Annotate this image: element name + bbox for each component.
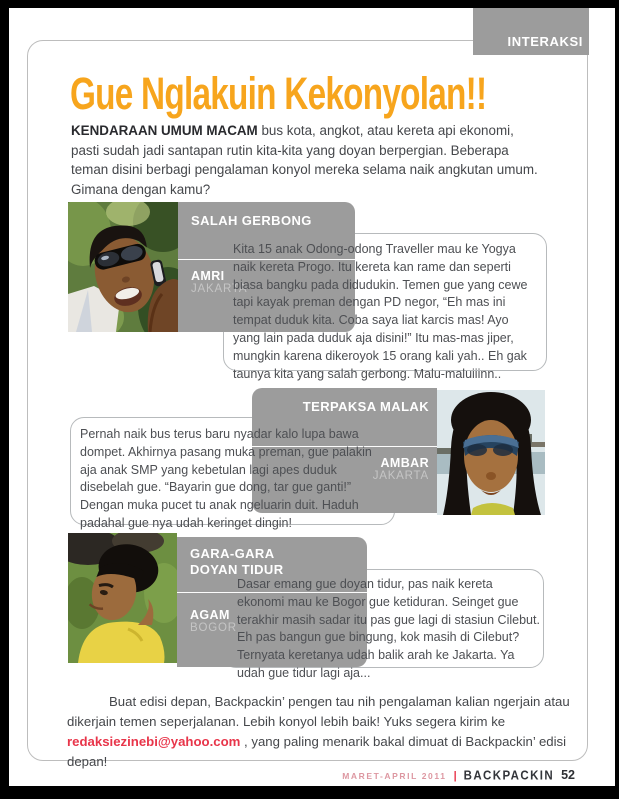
contributor-city: BOGOR: [190, 622, 237, 634]
issue-date: MARET-APRIL 2011: [342, 771, 447, 781]
contributor-city: JAKARTA: [191, 283, 248, 295]
agam-story-text: Dasar emang gue doyan tidur, pas naik kereta ekonomi mau ke Bogor gue ketiduran. Seinget gue terakhir masih sadar itu pas gue lagi di stasiun Cilebut. Eh pas bangun gue bingung, kok masih di Cilebut? Ternyata keretanya udah balik arah ke Jakarta. Ya udah gue tidur lagi aja...: [237, 577, 540, 680]
page-title: Gue Nglakuin Kekonyolan!!: [70, 68, 487, 119]
magazine-brand: BACKPACKIN: [463, 769, 555, 783]
agam-photo: [68, 533, 177, 663]
footer-separator: |: [453, 770, 457, 782]
page-footer: [342, 768, 575, 782]
page-number: 52: [561, 768, 575, 782]
closing-after: , yang paling menarik bakal dimuat di Backpackin’ edisi depan!: [67, 734, 567, 769]
email-link[interactable]: redaksiezinebi@yahoo.com: [67, 734, 241, 749]
amri-story-text: Kita 15 anak Odong-odong Traveller mau ke Yogya naik kereta Progo. Itu kereta kan rame dan seperti biasa bangku pada didudukin. Temen gue yang cewe tapi kayak preman dengan PD negor, “Eh mas ini tempat duduk kita. Coba saya liat karcis mas! Ayo yang lain pada duduk aja disini!” Itu mas-mas jiper, mungkin karena dikeroyok 15 orang kali yah.. Eh gak taunya kita yang salah gerbong. Malu-maluiiinn..: [233, 242, 528, 381]
contributor-city: JAKARTA: [372, 470, 429, 482]
intro-paragraph: [71, 121, 543, 199]
contributor-name: AMBAR: [380, 456, 429, 470]
intro-rest: bus kota, angkot, atau kereta api ekonomi, pasti sudah jadi santapan rutin kita-kita yang doyan berpergian. Beberapa teman disini berbagi pengalaman konyol mereka selama naik angkutan umum. Gimana dengan kamu?: [71, 123, 538, 197]
story-title: SALAH GERBONG: [191, 213, 312, 228]
closing-paragraph: [67, 692, 583, 772]
contributor-name: AMRI: [191, 269, 225, 283]
ambar-photo: [437, 390, 545, 515]
story-title: GARA-GARA DOYAN TIDUR: [190, 546, 284, 577]
section-tab-label: INTERAKSI: [507, 34, 583, 49]
closing-before: Buat edisi depan, Backpackin’ pengen tau nih pengalaman kalian ngerjain atau dikerjain temen seperjalanan. Lebih konyol lebih baik! Yuks segera kirim ke: [67, 694, 570, 729]
contributor-name: AGAM: [190, 608, 230, 622]
ambar-story-text: Pernah naik bus terus baru nyadar kalo lupa bawa dompet. Akhirnya pasang muka preman, gue palakin aja anak SMP yang kebetulan lagi apes duduk disebelah gue. “Bayarin gue dong, tar gue ganti!” Dengan muka pucet tu anak ngeluarin duit. Haduh padahal gue nya udah keringet dingin!: [80, 427, 372, 530]
amri-photo: [68, 202, 178, 332]
story-title: TERPAKSA MALAK: [302, 399, 429, 414]
section-tab: [473, 8, 589, 55]
intro-lead: KENDARAAN UMUM MACAM: [71, 123, 258, 138]
